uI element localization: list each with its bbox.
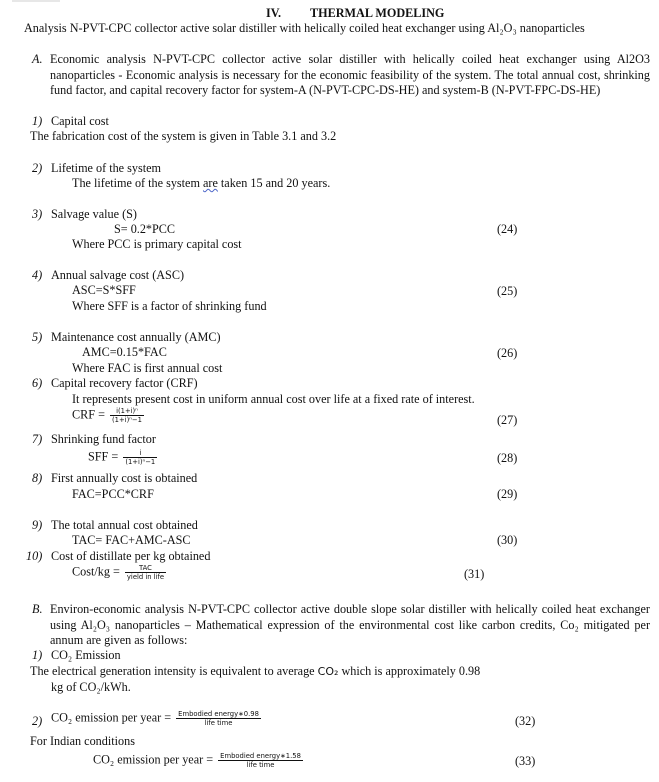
subtitle: Analysis N-PVT-CPC collector active solar distiller with helically coiled heat exchanger using Al₂O₃ nanoparticles (24, 21, 585, 35)
item-1-body: The fabrication cost of the system is given in Table 3.1 and 3.2 (30, 129, 337, 143)
item-3-where: Where PCC is primary capital cost (72, 237, 242, 251)
equation-31: Cost/kg = $\frac{\text{TAC}}{\text{yield in life}}$ (72, 564, 165, 581)
equation-25: ASC=S*SFF (72, 283, 136, 297)
item-5-title: Maintenance cost annually (AMC) (51, 330, 221, 344)
equation-29: FAC=PCC*CRF (72, 487, 154, 501)
item-6-body: It represents present cost in uniform annual cost over life at a fixed rate of interest. (72, 392, 475, 406)
item-4-number: 4) (32, 268, 43, 282)
item-9-title: The total annual cost obtained (51, 518, 198, 532)
co2-emission-number: 1) (32, 648, 43, 662)
item-10-title: Cost of distillate per kg obtained (51, 549, 211, 563)
indian-conditions: For Indian conditions (30, 734, 135, 748)
equation-25-number: (25) (497, 284, 518, 298)
equation-30-number: (30) (497, 533, 518, 547)
emission-item-number: 2) (32, 714, 43, 728)
heading-title: THERMAL MODELING (310, 6, 445, 20)
cost-fraction: $\frac{\text{TAC}}{\text{yield in life}}$ (126, 564, 165, 581)
item-1-number: 1) (32, 114, 43, 128)
equation-29-number: (29) (497, 487, 518, 501)
section-a-marker: A. (32, 52, 43, 66)
item-2-body: The lifetime of the system are taken 15 and 20 years. (72, 176, 331, 190)
intensity-unit: kg of CO₂/kWh. (51, 680, 131, 694)
emission-indian-fraction: $\frac{\text{Embodied energy∗1.58}}{\text{life time}}$ (220, 752, 301, 769)
item-6-number: 6) (32, 376, 43, 390)
crf-fraction: $\frac{\text{i(1+i)ⁿ}}{\text{(1+i)ⁿ−1}}$ (112, 407, 142, 424)
item-4-where: Where SFF is a factor of shrinking fund (72, 299, 267, 313)
equation-24: S= 0.2*PCC (114, 222, 176, 236)
item-10-number: 10) (26, 549, 43, 563)
item-4-title: Annual salvage cost (ASC) (51, 268, 185, 282)
co2-emission-title: CO₂ Emission (51, 648, 121, 662)
equation-27: CRF = $\frac{\text{i(1+i)ⁿ}}{\text{(1+i)ⁿ−1}}$ (72, 407, 142, 424)
item-3-title: Salvage value (S) (51, 207, 137, 221)
section-b-marker: B. (32, 602, 43, 616)
section-a-text: Economic analysis N-PVT-CPC collector active solar distiller with helically coiled heat exchanger using Al2O3 nanoparticles - Economic analysis is necessary for the economic feasibility of the system. The total annual cost, shrinking fund factor, and capital recovery factor for system-A (N-PVT-CPC-DS-HE) and system-B (N-PVT-FPC-DS-HE) (50, 52, 650, 97)
item-7-number: 7) (32, 432, 43, 446)
equation-28: SFF = $\frac{i}{\text{(1+i)ⁿ−1}}$ (88, 449, 156, 466)
top-rule (12, 0, 60, 2)
item-6-title: Capital recovery factor (CRF) (51, 376, 198, 390)
section-b-text: Environ-economic analysis N-PVT-CPC collector active double slope solar distiller with helically coiled heat exchanger using Al₂O₃ nanoparticles – Mathematical expression of the environmental cost like carbon credits, Co₂ mitigated per annum are given as follows: (50, 602, 650, 647)
equation-26-number: (26) (497, 346, 518, 360)
equation-28-number: (28) (497, 451, 518, 465)
emission-fraction: $\frac{\text{Embodied energy∗0.98}}{\text{life time}}$ (178, 710, 259, 727)
item-5-number: 5) (32, 330, 43, 344)
equation-27-number: (27) (497, 413, 518, 427)
equation-26: AMC=0.15*FAC (82, 345, 167, 359)
item-8-title: First annually cost is obtained (51, 471, 198, 485)
equation-33: CO₂ emission per year = $\frac{\text{Embodied energy∗1.58}}{\text{life time}}$ (93, 752, 301, 769)
equation-31-number: (31) (464, 567, 485, 581)
item-2-title: Lifetime of the system (51, 161, 161, 175)
item-9-number: 9) (32, 518, 43, 532)
item-1-title: Capital cost (51, 114, 109, 128)
heading-number: IV. (266, 6, 282, 20)
item-3-number: 3) (32, 207, 43, 221)
item-8-number: 8) (32, 471, 43, 485)
item-7-title: Shrinking fund factor (51, 432, 156, 446)
equation-30: TAC= FAC+AMC-ASC (72, 533, 191, 547)
sff-fraction: $\frac{i}{\text{(1+i)ⁿ−1}}$ (125, 449, 156, 466)
grammar-mark: are (202, 176, 218, 190)
equation-32: CO₂ emission per year = $\frac{\text{Embodied energy∗0.98}}{\text{life time}}$ (51, 710, 259, 727)
equation-32-number: (32) (515, 714, 536, 728)
equation-33-number: (33) (515, 754, 536, 768)
equation-24-number: (24) (497, 222, 518, 236)
item-5-where: Where FAC is first annual cost (72, 361, 223, 375)
intensity-text: The electrical generation intensity is equivalent to average CO₂ which is approximately 0.98 (30, 664, 481, 678)
item-2-number: 2) (32, 161, 43, 175)
